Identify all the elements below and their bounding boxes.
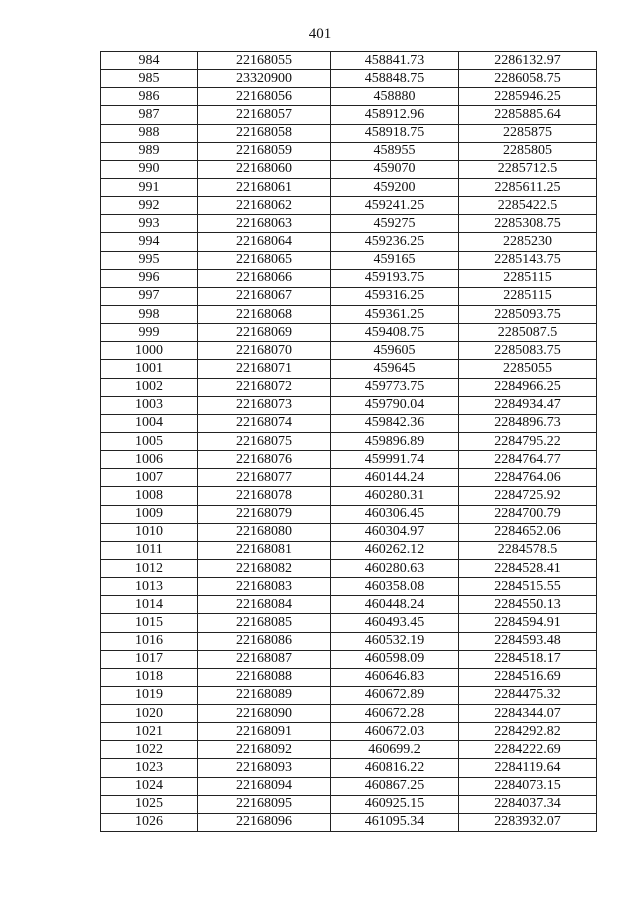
row-number-cell: 1024 xyxy=(101,777,198,795)
y-coordinate-cell: 2284475.32 xyxy=(459,686,597,704)
row-number-cell: 998 xyxy=(101,305,198,323)
point-id-cell: 22168077 xyxy=(198,469,331,487)
y-coordinate-cell: 2284292.82 xyxy=(459,723,597,741)
y-coordinate-cell: 2285712.5 xyxy=(459,160,597,178)
y-coordinate-cell: 2284344.07 xyxy=(459,705,597,723)
row-number-cell: 996 xyxy=(101,269,198,287)
x-coordinate-cell: 459605 xyxy=(331,342,459,360)
x-coordinate-cell: 460816.22 xyxy=(331,759,459,777)
y-coordinate-cell: 2284966.25 xyxy=(459,378,597,396)
table-row xyxy=(101,88,597,106)
x-coordinate-cell: 458880 xyxy=(331,88,459,106)
y-coordinate-cell: 2284896.73 xyxy=(459,414,597,432)
row-number-cell: 1014 xyxy=(101,596,198,614)
y-coordinate-cell: 2285611.25 xyxy=(459,178,597,196)
point-id-cell: 22168061 xyxy=(198,178,331,196)
y-coordinate-cell: 2284593.48 xyxy=(459,632,597,650)
table-row xyxy=(101,487,597,505)
row-number-cell: 1023 xyxy=(101,759,198,777)
table-row xyxy=(101,233,597,251)
x-coordinate-cell: 460493.45 xyxy=(331,614,459,632)
point-id-cell: 22168071 xyxy=(198,360,331,378)
point-id-cell: 22168078 xyxy=(198,487,331,505)
row-number-cell: 1003 xyxy=(101,396,198,414)
row-number-cell: 1000 xyxy=(101,342,198,360)
table-row xyxy=(101,432,597,450)
table-row xyxy=(101,106,597,124)
x-coordinate-cell: 459275 xyxy=(331,215,459,233)
point-id-cell: 22168096 xyxy=(198,813,331,831)
x-coordinate-cell: 460358.08 xyxy=(331,578,459,596)
row-number-cell: 1009 xyxy=(101,505,198,523)
table-row xyxy=(101,469,597,487)
y-coordinate-cell: 2285805 xyxy=(459,142,597,160)
point-id-cell: 22168074 xyxy=(198,414,331,432)
point-id-cell: 22168069 xyxy=(198,324,331,342)
row-number-cell: 1013 xyxy=(101,578,198,596)
table-row xyxy=(101,541,597,559)
point-id-cell: 22168067 xyxy=(198,287,331,305)
table-row xyxy=(101,378,597,396)
table-row xyxy=(101,523,597,541)
y-coordinate-cell: 2284037.34 xyxy=(459,795,597,813)
point-id-cell: 22168056 xyxy=(198,88,331,106)
table-row xyxy=(101,813,597,831)
table-row xyxy=(101,723,597,741)
row-number-cell: 999 xyxy=(101,324,198,342)
table-row xyxy=(101,505,597,523)
y-coordinate-cell: 2285230 xyxy=(459,233,597,251)
x-coordinate-cell: 459236.25 xyxy=(331,233,459,251)
table-row xyxy=(101,705,597,723)
point-id-cell: 22168058 xyxy=(198,124,331,142)
table-row xyxy=(101,324,597,342)
point-id-cell: 22168062 xyxy=(198,197,331,215)
row-number-cell: 987 xyxy=(101,106,198,124)
row-number-cell: 1021 xyxy=(101,723,198,741)
point-id-cell: 22168093 xyxy=(198,759,331,777)
y-coordinate-cell: 2285093.75 xyxy=(459,305,597,323)
row-number-cell: 992 xyxy=(101,197,198,215)
row-number-cell: 1018 xyxy=(101,668,198,686)
row-number-cell: 986 xyxy=(101,88,198,106)
point-id-cell: 22168065 xyxy=(198,251,331,269)
row-number-cell: 988 xyxy=(101,124,198,142)
row-number-cell: 1012 xyxy=(101,559,198,577)
table-row xyxy=(101,142,597,160)
table-row xyxy=(101,414,597,432)
row-number-cell: 989 xyxy=(101,142,198,160)
table-row xyxy=(101,578,597,596)
x-coordinate-cell: 460672.03 xyxy=(331,723,459,741)
table-row xyxy=(101,614,597,632)
y-coordinate-cell: 2285055 xyxy=(459,360,597,378)
x-coordinate-cell: 459193.75 xyxy=(331,269,459,287)
table-row xyxy=(101,559,597,577)
row-number-cell: 995 xyxy=(101,251,198,269)
point-id-cell: 22168083 xyxy=(198,578,331,596)
x-coordinate-cell: 459896.89 xyxy=(331,432,459,450)
x-coordinate-cell: 459361.25 xyxy=(331,305,459,323)
row-number-cell: 1008 xyxy=(101,487,198,505)
y-coordinate-cell: 2285885.64 xyxy=(459,106,597,124)
table-row xyxy=(101,70,597,88)
table-row xyxy=(101,197,597,215)
y-coordinate-cell: 2285115 xyxy=(459,269,597,287)
x-coordinate-cell: 459991.74 xyxy=(331,451,459,469)
y-coordinate-cell: 2284515.55 xyxy=(459,578,597,596)
table-row xyxy=(101,160,597,178)
point-id-cell: 22168084 xyxy=(198,596,331,614)
point-id-cell: 22168090 xyxy=(198,705,331,723)
page-number: 401 xyxy=(308,26,332,42)
row-number-cell: 993 xyxy=(101,215,198,233)
row-number-cell: 1010 xyxy=(101,523,198,541)
y-coordinate-cell: 2284795.22 xyxy=(459,432,597,450)
y-coordinate-cell: 2285115 xyxy=(459,287,597,305)
point-id-cell: 22168080 xyxy=(198,523,331,541)
x-coordinate-cell: 460672.89 xyxy=(331,686,459,704)
x-coordinate-cell: 460867.25 xyxy=(331,777,459,795)
point-id-cell: 22168066 xyxy=(198,269,331,287)
x-coordinate-cell: 459773.75 xyxy=(331,378,459,396)
x-coordinate-cell: 460144.24 xyxy=(331,469,459,487)
point-id-cell: 22168079 xyxy=(198,505,331,523)
x-coordinate-cell: 458912.96 xyxy=(331,106,459,124)
x-coordinate-cell: 459165 xyxy=(331,251,459,269)
table-row xyxy=(101,650,597,668)
point-id-cell: 22168087 xyxy=(198,650,331,668)
point-id-cell: 22168086 xyxy=(198,632,331,650)
x-coordinate-cell: 460280.31 xyxy=(331,487,459,505)
point-id-cell: 22168094 xyxy=(198,777,331,795)
table-row xyxy=(101,52,597,70)
x-coordinate-cell: 459241.25 xyxy=(331,197,459,215)
x-coordinate-cell: 459842.36 xyxy=(331,414,459,432)
x-coordinate-cell: 460304.97 xyxy=(331,523,459,541)
table-row xyxy=(101,795,597,813)
y-coordinate-cell: 2284764.77 xyxy=(459,451,597,469)
point-id-cell: 22168072 xyxy=(198,378,331,396)
x-coordinate-cell: 460280.63 xyxy=(331,559,459,577)
table-row xyxy=(101,251,597,269)
row-number-cell: 1004 xyxy=(101,414,198,432)
row-number-cell: 1026 xyxy=(101,813,198,831)
y-coordinate-cell: 2284594.91 xyxy=(459,614,597,632)
x-coordinate-cell: 460262.12 xyxy=(331,541,459,559)
table-row xyxy=(101,686,597,704)
table-body xyxy=(101,52,597,832)
x-coordinate-cell: 459200 xyxy=(331,178,459,196)
point-id-cell: 22168085 xyxy=(198,614,331,632)
y-coordinate-cell: 2285143.75 xyxy=(459,251,597,269)
y-coordinate-cell: 2285422.5 xyxy=(459,197,597,215)
x-coordinate-cell: 458841.73 xyxy=(331,52,459,70)
y-coordinate-cell: 2286132.97 xyxy=(459,52,597,70)
y-coordinate-cell: 2284516.69 xyxy=(459,668,597,686)
point-id-cell: 22168091 xyxy=(198,723,331,741)
x-coordinate-cell: 459316.25 xyxy=(331,287,459,305)
table-row xyxy=(101,178,597,196)
x-coordinate-cell: 460699.2 xyxy=(331,741,459,759)
y-coordinate-cell: 2285308.75 xyxy=(459,215,597,233)
x-coordinate-cell: 458918.75 xyxy=(331,124,459,142)
table-row xyxy=(101,360,597,378)
point-id-cell: 22168089 xyxy=(198,686,331,704)
row-number-cell: 1017 xyxy=(101,650,198,668)
x-coordinate-cell: 460925.15 xyxy=(331,795,459,813)
row-number-cell: 1015 xyxy=(101,614,198,632)
table-row xyxy=(101,215,597,233)
x-coordinate-cell: 460672.28 xyxy=(331,705,459,723)
point-id-cell: 22168059 xyxy=(198,142,331,160)
row-number-cell: 990 xyxy=(101,160,198,178)
point-id-cell: 22168060 xyxy=(198,160,331,178)
x-coordinate-cell: 460532.19 xyxy=(331,632,459,650)
x-coordinate-cell: 459790.04 xyxy=(331,396,459,414)
x-coordinate-cell: 458955 xyxy=(331,142,459,160)
y-coordinate-cell: 2285875 xyxy=(459,124,597,142)
point-id-cell: 22168076 xyxy=(198,451,331,469)
row-number-cell: 1022 xyxy=(101,741,198,759)
y-coordinate-cell: 2285946.25 xyxy=(459,88,597,106)
point-id-cell: 23320900 xyxy=(198,70,331,88)
point-id-cell: 22168064 xyxy=(198,233,331,251)
row-number-cell: 1007 xyxy=(101,469,198,487)
table-row xyxy=(101,759,597,777)
y-coordinate-cell: 2284700.79 xyxy=(459,505,597,523)
table-row xyxy=(101,632,597,650)
x-coordinate-cell: 459070 xyxy=(331,160,459,178)
x-coordinate-cell: 459408.75 xyxy=(331,324,459,342)
point-id-cell: 22168075 xyxy=(198,432,331,450)
y-coordinate-cell: 2284764.06 xyxy=(459,469,597,487)
row-number-cell: 1006 xyxy=(101,451,198,469)
table-row xyxy=(101,668,597,686)
point-id-cell: 22168057 xyxy=(198,106,331,124)
point-id-cell: 22168055 xyxy=(198,52,331,70)
y-coordinate-cell: 2284934.47 xyxy=(459,396,597,414)
row-number-cell: 984 xyxy=(101,52,198,70)
row-number-cell: 1016 xyxy=(101,632,198,650)
point-id-cell: 22168081 xyxy=(198,541,331,559)
row-number-cell: 1002 xyxy=(101,378,198,396)
x-coordinate-cell: 460646.83 xyxy=(331,668,459,686)
point-id-cell: 22168082 xyxy=(198,559,331,577)
table-row xyxy=(101,451,597,469)
point-id-cell: 22168088 xyxy=(198,668,331,686)
x-coordinate-cell: 460598.09 xyxy=(331,650,459,668)
row-number-cell: 1005 xyxy=(101,432,198,450)
table-row xyxy=(101,269,597,287)
y-coordinate-cell: 2285087.5 xyxy=(459,324,597,342)
row-number-cell: 1025 xyxy=(101,795,198,813)
point-id-cell: 22168068 xyxy=(198,305,331,323)
y-coordinate-cell: 2284550.13 xyxy=(459,596,597,614)
row-number-cell: 1001 xyxy=(101,360,198,378)
row-number-cell: 1011 xyxy=(101,541,198,559)
point-id-cell: 22168070 xyxy=(198,342,331,360)
y-coordinate-cell: 2285083.75 xyxy=(459,342,597,360)
y-coordinate-cell: 2284119.64 xyxy=(459,759,597,777)
table-row xyxy=(101,287,597,305)
y-coordinate-cell: 2286058.75 xyxy=(459,70,597,88)
y-coordinate-cell: 2283932.07 xyxy=(459,813,597,831)
row-number-cell: 985 xyxy=(101,70,198,88)
row-number-cell: 994 xyxy=(101,233,198,251)
y-coordinate-cell: 2284222.69 xyxy=(459,741,597,759)
table-row xyxy=(101,342,597,360)
point-id-cell: 22168063 xyxy=(198,215,331,233)
table-row xyxy=(101,596,597,614)
y-coordinate-cell: 2284578.5 xyxy=(459,541,597,559)
table-row xyxy=(101,777,597,795)
table-row xyxy=(101,305,597,323)
x-coordinate-cell: 459645 xyxy=(331,360,459,378)
table-row xyxy=(101,396,597,414)
y-coordinate-cell: 2284528.41 xyxy=(459,559,597,577)
y-coordinate-cell: 2284518.17 xyxy=(459,650,597,668)
x-coordinate-cell: 460306.45 xyxy=(331,505,459,523)
x-coordinate-cell: 461095.34 xyxy=(331,813,459,831)
point-id-cell: 22168095 xyxy=(198,795,331,813)
y-coordinate-cell: 2284725.92 xyxy=(459,487,597,505)
y-coordinate-cell: 2284073.15 xyxy=(459,777,597,795)
table-row xyxy=(101,741,597,759)
row-number-cell: 991 xyxy=(101,178,198,196)
row-number-cell: 1019 xyxy=(101,686,198,704)
y-coordinate-cell: 2284652.06 xyxy=(459,523,597,541)
point-id-cell: 22168073 xyxy=(198,396,331,414)
table-row xyxy=(101,124,597,142)
coordinate-table xyxy=(100,51,597,832)
point-id-cell: 22168092 xyxy=(198,741,331,759)
row-number-cell: 997 xyxy=(101,287,198,305)
row-number-cell: 1020 xyxy=(101,705,198,723)
x-coordinate-cell: 458848.75 xyxy=(331,70,459,88)
x-coordinate-cell: 460448.24 xyxy=(331,596,459,614)
